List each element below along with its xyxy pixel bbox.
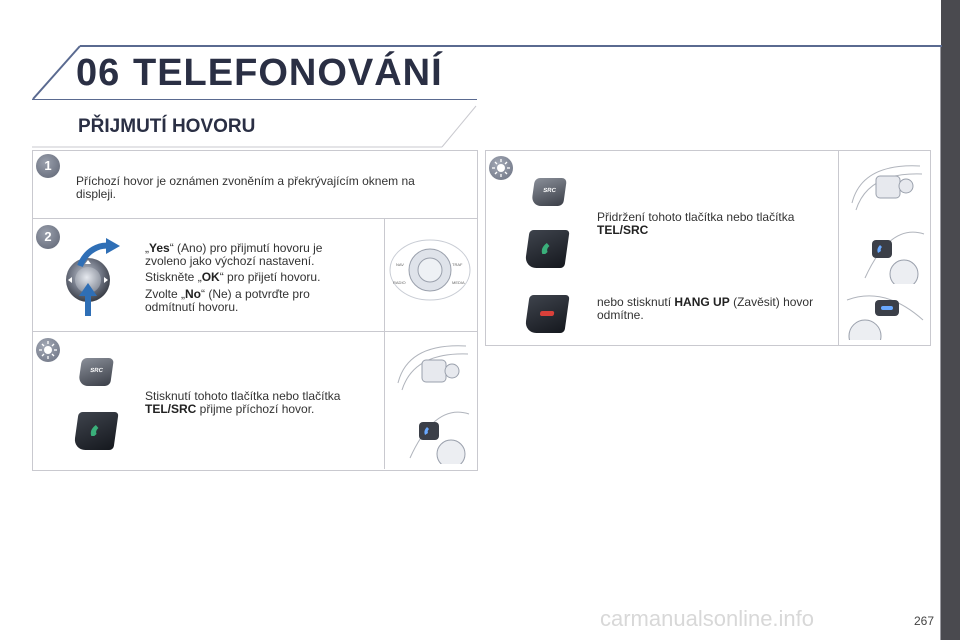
step2-no: No: [185, 287, 202, 301]
src-button-label: SRC: [89, 368, 104, 374]
watermark: carmanualsonline.info: [600, 606, 815, 631]
sidebar-edge-line: [940, 46, 941, 640]
chapter-title: TELEFONOVÁNÍ: [133, 52, 443, 94]
src-button-icon: [78, 358, 114, 386]
src-button-label: SRC: [542, 188, 557, 194]
step2-line1: [145, 242, 360, 268]
step2-yes: Yes: [149, 241, 170, 255]
steering-button-closeup: [860, 228, 926, 284]
step-divider: [32, 218, 478, 219]
call-button-icon: [524, 230, 569, 268]
dial-label-media: MEDIA: [452, 280, 465, 285]
tip1-text: [145, 390, 370, 416]
header-top-rule: [80, 45, 942, 47]
step-divider: [32, 331, 478, 332]
step2-quote: „: [145, 241, 149, 255]
step2-line2-pre: Stiskněte „: [145, 270, 202, 284]
tip2-text2-rest: (Zavěsit) hovor odmítne.: [597, 295, 814, 322]
dial-panel-illustration: [388, 236, 472, 304]
step2-line3-pre: Zvolte „: [145, 287, 186, 301]
step2-line2-rest: “ pro přijetí hovoru.: [219, 270, 321, 284]
image-column-divider: [384, 218, 385, 469]
steering-wheel-illustration: [388, 338, 472, 398]
tip1-tel-src: TEL/SRC: [145, 402, 197, 416]
section-title: PŘIJMUTÍ HOVORU: [78, 116, 256, 137]
tip2-text2: [597, 296, 835, 322]
call-button-icon: [73, 412, 118, 450]
tip2-hang-up: HANG UP: [674, 295, 730, 309]
tip2-tel-src: TEL/SRC: [597, 223, 649, 237]
step2-line3: [145, 288, 360, 314]
page-number: 267: [913, 614, 934, 628]
dial-label-traf: TRAF: [452, 262, 463, 267]
page-sidebar-bar: [941, 0, 960, 640]
tip2-text1: [597, 211, 827, 237]
hang-up-button-icon: [524, 295, 569, 333]
dial-label-radio: RADIO: [393, 280, 406, 285]
step2-line2: [145, 271, 360, 284]
step-badge-1: 1: [36, 154, 60, 178]
step-badge-2: 2: [36, 225, 60, 249]
steering-wheel-illustration: [842, 158, 926, 218]
step2-line1-rest: “ (Ano) pro přijmutí hovoru je zvoleno jako výchozí nastavení.: [145, 241, 323, 268]
steering-hangup-closeup: [845, 290, 925, 340]
steering-button-closeup: [405, 408, 471, 464]
tip-lightbulb-icon: [489, 156, 513, 180]
tip-lightbulb-icon: [36, 338, 60, 362]
header-bottom-rule: [32, 99, 477, 100]
tip2-text2-pre: nebo stisknutí: [597, 295, 675, 309]
tip2-text1-pre: Přidržení tohoto tlačítka nebo tlačítka: [597, 210, 795, 224]
step2-line3-rest: “ (Ne) a potvrďte pro odmítnutí hovoru.: [145, 287, 310, 314]
src-button-icon: [531, 178, 567, 206]
tip1-text-pre: Stisknutí tohoto tlačítka nebo tlačítka: [145, 389, 341, 403]
image-column-divider: [838, 150, 839, 345]
control-knob-illustration: [58, 236, 130, 318]
step2-ok: OK: [201, 270, 220, 284]
step1-text: Příchozí hovor je oznámen zvoněním a překrývajícím oknem na displeji.: [76, 174, 415, 201]
tip1-text-rest: přijme příchozí hovor.: [196, 402, 315, 416]
dial-label-nav: NAV: [396, 262, 404, 267]
chapter-number: 06: [76, 52, 121, 94]
